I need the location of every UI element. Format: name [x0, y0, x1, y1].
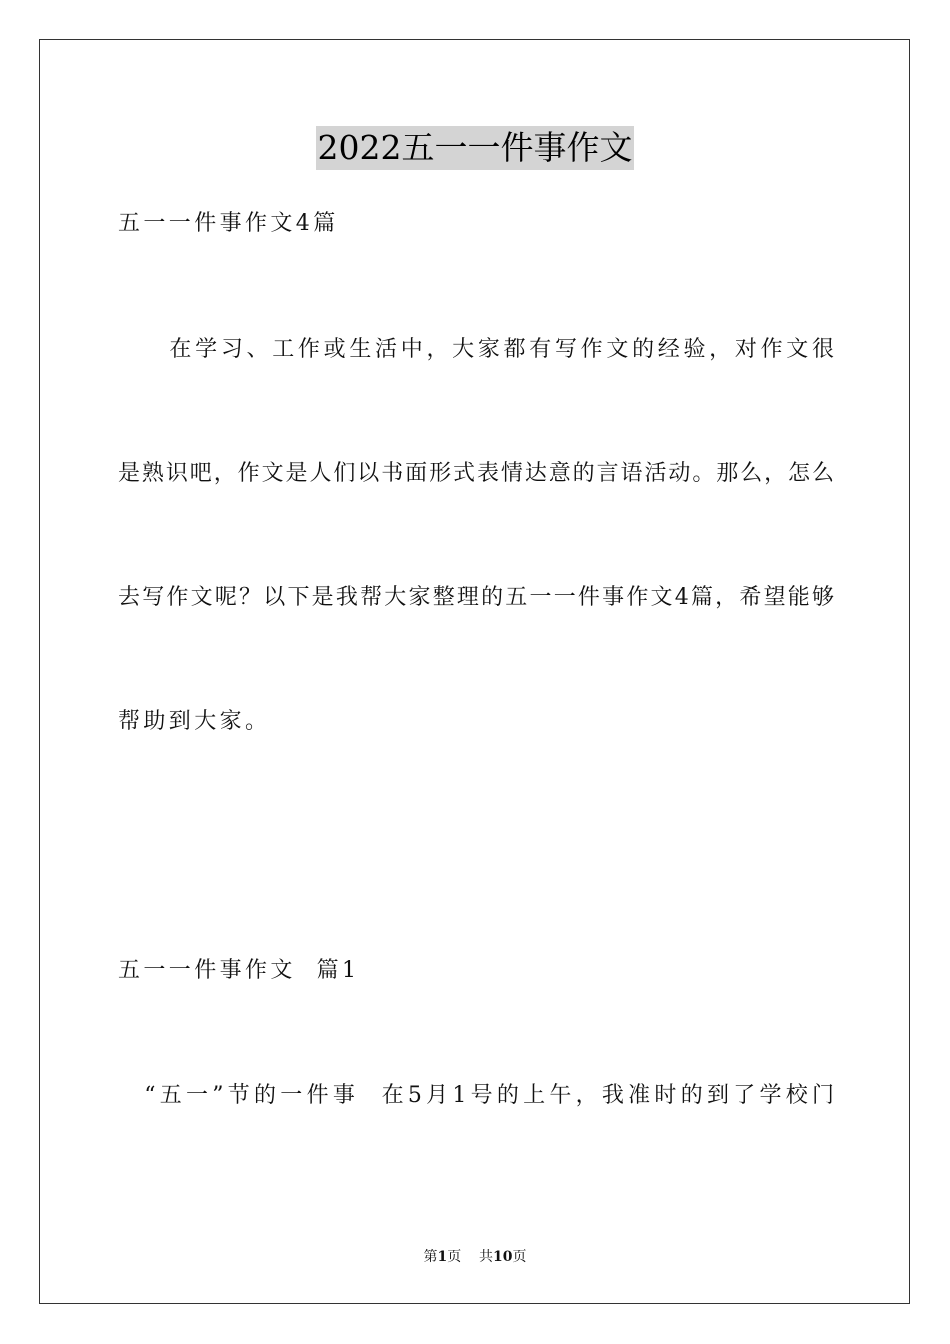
- section-heading: 五一一件事作文 篇1: [118, 958, 360, 983]
- intro-line-3: 去写作文呢？以下是我帮大家整理的五一一件事作文4篇，希望能够: [118, 585, 834, 610]
- document-title: 2022五一一件事作文: [316, 126, 635, 170]
- intro-line-1: 在学习、工作或生活中，大家都有写作文的经验，对作文很: [118, 337, 834, 362]
- intro-line-4: 帮助到大家。: [118, 709, 271, 734]
- document-subtitle: 五一一件事作文4篇: [118, 211, 339, 236]
- footer-page-prefix: 第: [423, 1249, 438, 1265]
- page-footer: [0, 1248, 950, 1266]
- footer-page-current: 1: [437, 1249, 448, 1265]
- footer-page-total: 10: [493, 1249, 513, 1265]
- intro-line-2: 是熟识吧，作文是人们以书面形式表情达意的言语活动。那么，怎么: [118, 461, 834, 486]
- footer-total-prefix: 共: [479, 1249, 494, 1265]
- footer-page-unit: 页: [447, 1249, 462, 1265]
- footer-total-unit: 页: [512, 1249, 527, 1265]
- title-container: [0, 126, 950, 170]
- body-line-1: “五一”节的一件事 在5月1号的上午，我准时的到了学校门: [118, 1083, 834, 1108]
